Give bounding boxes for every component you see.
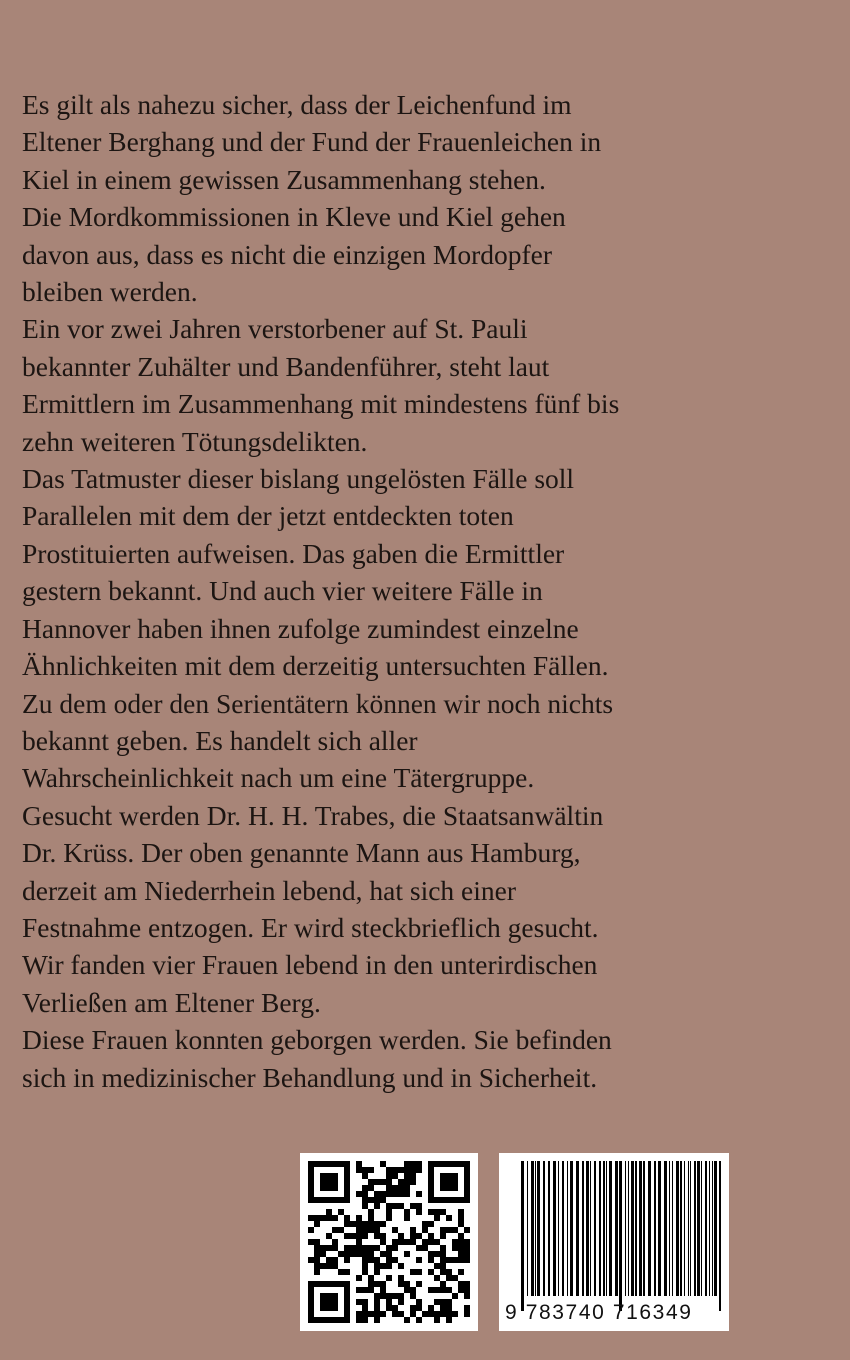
blurb-line: zehn weiteren Tötungsdelikten.	[22, 425, 368, 457]
blurb-line: bekannt geben. Es handelt sich aller	[22, 724, 418, 756]
blurb-line: Festnahme entzogen. Er wird steckbrieflich gesucht.	[22, 911, 599, 943]
blurb-line: bekannter Zuhälter und Bandenführer, steht laut	[22, 350, 550, 382]
blurb-line: Verließen am Eltener Berg.	[22, 986, 321, 1018]
blurb-line: Wahrscheinlichkeit nach um eine Tätergruppe.	[22, 762, 535, 794]
blurb-line: Ein vor zwei Jahren verstorbener auf St. Pauli	[22, 313, 528, 345]
isbn-barcode	[499, 1153, 729, 1331]
blurb-line: gestern bekannt. Und auch vier weitere Fälle in	[22, 575, 543, 607]
back-cover-blurb	[22, 86, 832, 1096]
blurb-line: Gesucht werden Dr. H. H. Trabes, die Staatsanwältin	[22, 799, 604, 831]
blurb-line: Diese Frauen konnten geborgen werden. Sie befinden	[22, 1024, 612, 1056]
blurb-line: Ermittlern im Zusammenhang mit mindestens fünf bis	[22, 388, 620, 420]
blurb-line: bleiben werden.	[22, 276, 198, 308]
blurb-line: derzeit am Niederrhein lebend, hat sich einer	[22, 874, 517, 906]
blurb-line: Wir fanden vier Frauen lebend in den unterirdischen	[22, 949, 598, 981]
blurb-line: Eltener Berghang und der Fund der Frauenleichen in	[22, 126, 602, 158]
blurb-line: Prostituierten aufweisen. Das gaben die Ermittler	[22, 537, 565, 569]
blurb-line: Ähnlichkeiten mit dem derzeitig untersuchten Fällen.	[22, 650, 609, 682]
blurb-line: Hannover haben ihnen zufolge zumindest einzelne	[22, 612, 579, 644]
blurb-line: Die Mordkommissionen in Kleve und Kiel gehen	[22, 201, 566, 233]
blurb-line: Zu dem oder den Serientätern können wir noch nichts	[22, 687, 614, 719]
blurb-line: sich in medizinischer Behandlung und in Sicherheit.	[22, 1061, 598, 1093]
blurb-line: Es gilt als nahezu sicher, dass der Leichenfund im	[22, 89, 572, 120]
blurb-line: Dr. Krüss. Der oben genannte Mann aus Hamburg,	[22, 837, 581, 869]
blurb-line: Kiel in einem gewissen Zusammenhang stehen.	[22, 163, 546, 195]
blurb-line: davon aus, dass es nicht die einzigen Mordopfer	[22, 238, 552, 270]
blurb-line: Das Tatmuster dieser bislang ungelösten Fälle soll	[22, 463, 575, 495]
qr-code-icon	[300, 1153, 478, 1331]
blurb-line: Parallelen mit dem der jetzt entdeckten toten	[22, 500, 514, 532]
isbn-digits: 9 783740 716349	[505, 1301, 693, 1324]
